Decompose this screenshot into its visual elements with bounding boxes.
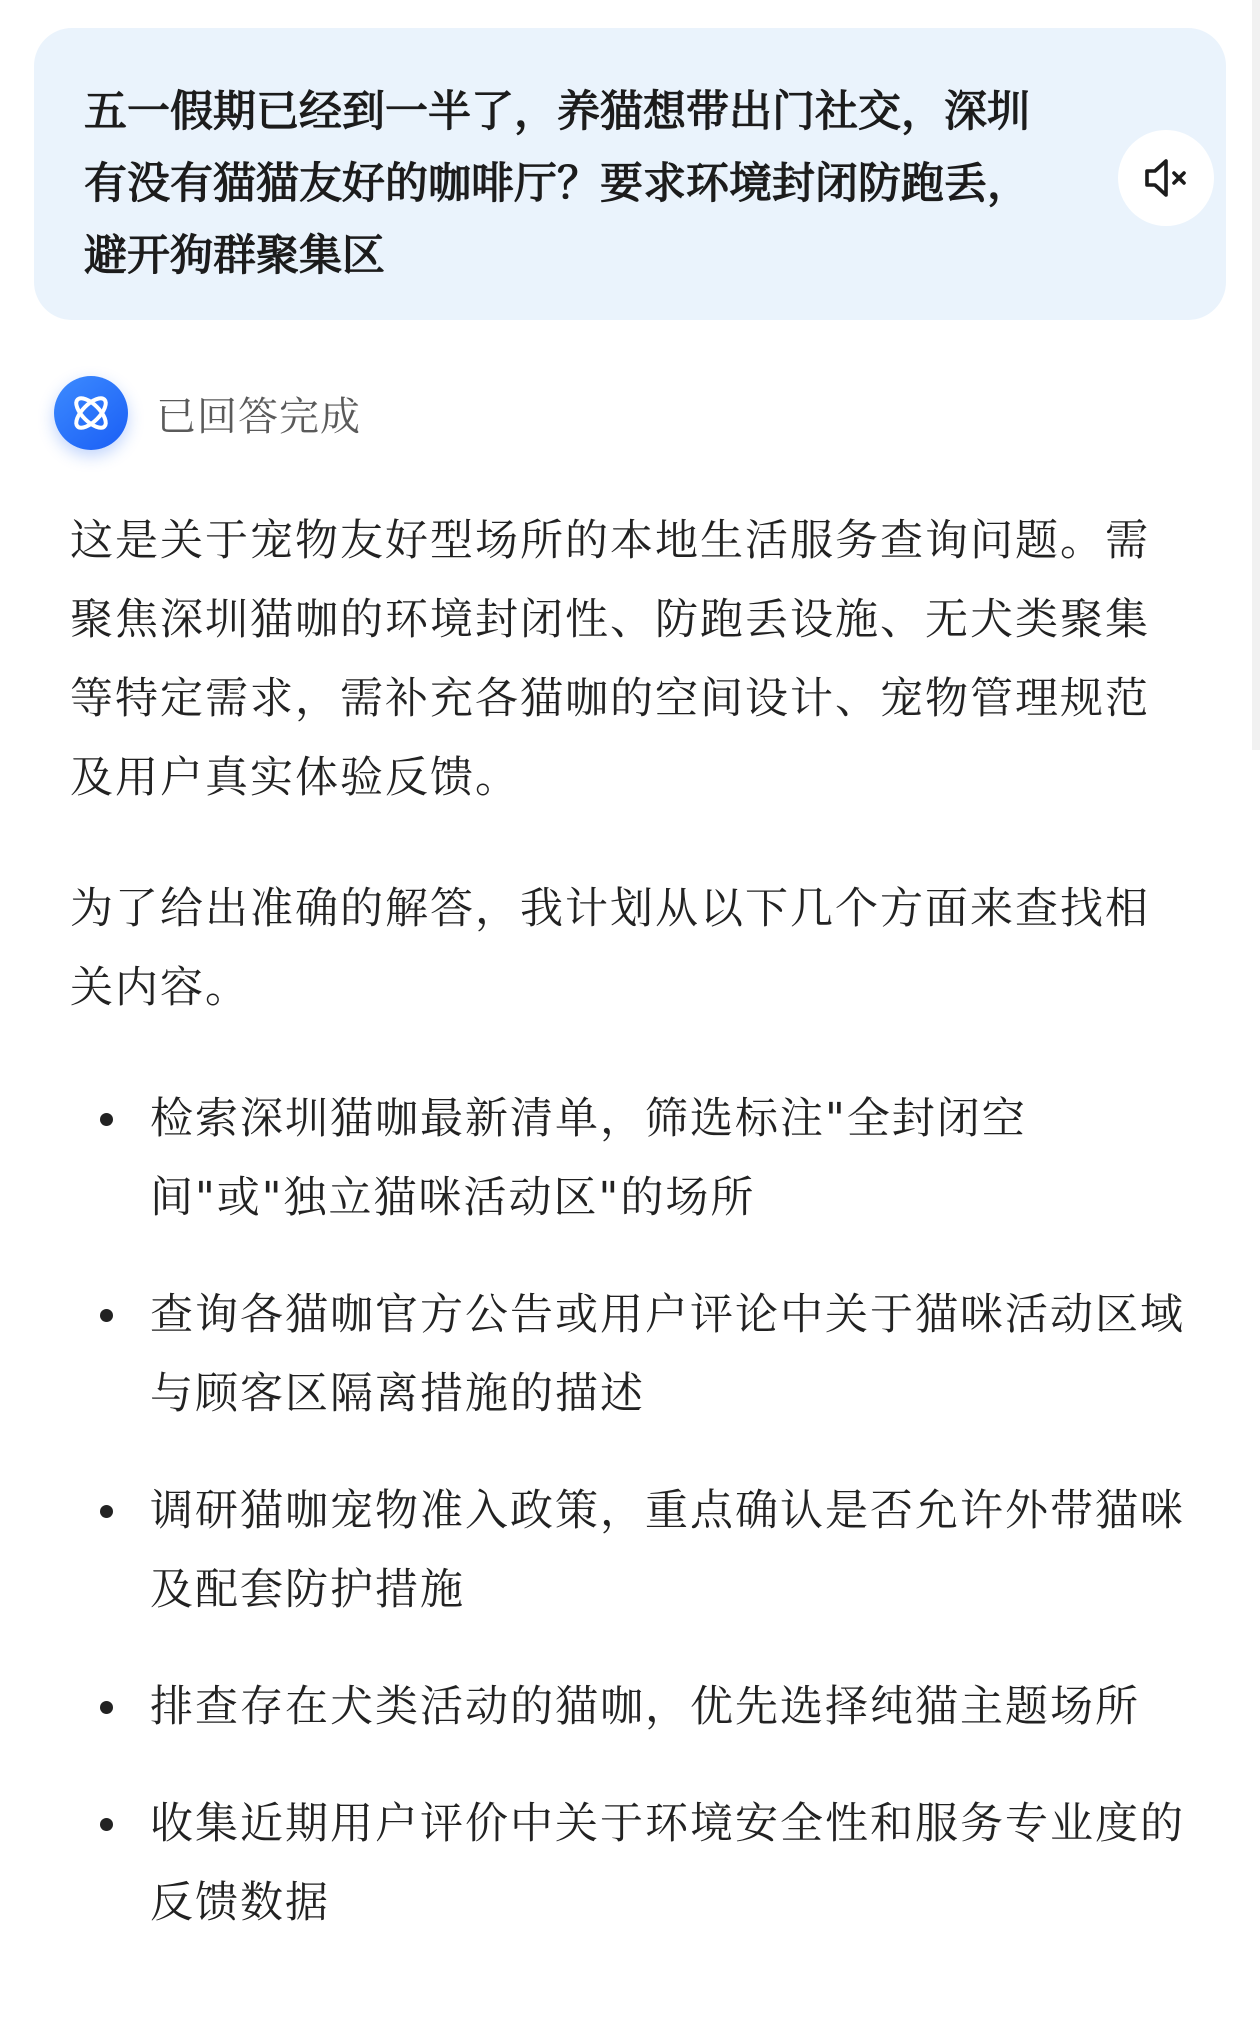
bullet-icon xyxy=(100,1113,113,1126)
plan-list-item xyxy=(70,1785,1190,1943)
bullet-icon xyxy=(100,1701,113,1714)
plan-list-item xyxy=(70,1472,1190,1630)
bullet-icon xyxy=(100,1505,113,1518)
user-query-text: 五一假期已经到一半了，养猫想带出门社交，深圳有没有猫猫友好的咖啡厅？要求环境封闭防跑丢，避开狗群聚集区 xyxy=(84,87,1030,281)
plan-list-item xyxy=(70,1080,1190,1238)
plan-list-item xyxy=(70,1276,1190,1434)
bullet-icon xyxy=(100,1309,113,1322)
plan-item-text: 检索深圳猫咖最新清单，筛选标注"全封闭空间"或"独立猫咪活动区"的场所 xyxy=(150,1094,1027,1223)
ai-assistant-logo-icon xyxy=(54,376,128,450)
scrollbar[interactable] xyxy=(1252,0,1260,750)
answer-paragraph: 这是关于宠物友好型场所的本地生活服务查询问题。需聚焦深圳猫咖的环境封闭性、防跑丢设施、无犬类聚集等特定需求，需补充各猫咖的空间设计、宠物管理规范及用户真实体验反馈。 xyxy=(70,516,1150,803)
mute-button[interactable] xyxy=(1118,130,1214,226)
plan-item-text: 排查存在犬类活动的猫咖，优先选择纯猫主题场所 xyxy=(150,1682,1140,1732)
plan-list-item xyxy=(70,1668,1190,1747)
user-query-bubble xyxy=(34,28,1226,320)
plan-item-text: 收集近期用户评价中关于环境安全性和服务专业度的反馈数据 xyxy=(150,1799,1185,1928)
plan-item-text: 查询各猫咖官方公告或用户评论中关于猫咪活动区域与顾客区隔离措施的描述 xyxy=(150,1290,1185,1419)
plan-item-text: 调研猫咖宠物准入政策，重点确认是否允许外带猫咪及配套防护措施 xyxy=(150,1486,1185,1615)
answer-paragraph: 为了给出准确的解答，我计划从以下几个方面来查找相关内容。 xyxy=(70,884,1150,1013)
answer-status-label: 已回答完成 xyxy=(156,393,361,440)
search-plan-list xyxy=(70,1080,1190,1943)
answer-body xyxy=(70,502,1190,1943)
answer-status-row xyxy=(54,376,361,450)
speaker-mute-icon xyxy=(1143,155,1189,201)
bullet-icon xyxy=(100,1818,113,1831)
